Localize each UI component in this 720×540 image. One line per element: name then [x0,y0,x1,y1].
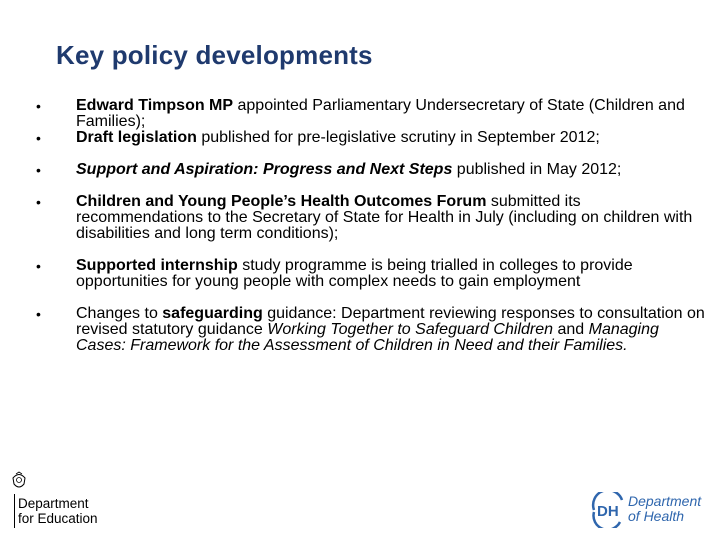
bullet-item [36,162,708,178]
department-for-education-logo [10,470,120,530]
doh-line-2: of Health [628,508,685,524]
bullet-text-segment: published in May 2012; [452,161,622,178]
bullet-item [36,130,708,146]
bullet-item [36,98,708,130]
slide-title: Key policy developments [56,40,373,70]
bullet-marker: • [36,306,41,322]
bullet-item [36,258,708,290]
doh-logo-text [628,494,701,524]
bullet-text-segment: appointed Parliamentary Undersecretary of State (Children and Families); [76,97,685,130]
department-of-health-logo [588,492,710,530]
bullet-text-segment: safeguarding [162,305,263,322]
dfe-line-2: for Education [18,511,98,526]
bullet-text-segment: submitted its recommendations to the Secretary of State for Health in July (including on children with disabilities and long term conditions); [76,193,693,242]
royal-crest-icon [10,470,28,492]
bullet-text-segment: Children and Young People’s Health Outcomes Forum [76,193,487,210]
bullet-marker: • [36,98,41,114]
bullet-text-segment: published for pre-legislative scrutiny in September 2012; [196,129,600,146]
bullet-marker: • [36,130,41,146]
doh-line-1: Department [628,493,702,509]
bullet-text-segment: study programme is being trialled in colleges to provide opportunities for young people with complex needs to gain employment [76,257,633,290]
dfe-logo-text [18,496,98,526]
bullet-marker: • [36,162,41,178]
bullet-text-segment: guidance: Department reviewing responses to consultation on revised statutory guidance [76,305,705,338]
dh-mark-icon [588,492,628,528]
bullet-text-segment: Changes to [76,305,163,322]
bullet-text-segment: Support and Aspiration: Progress and Next Steps [76,161,453,178]
bullet-text-segment: Edward Timpson MP [76,97,234,114]
bullet-item [36,194,708,242]
bullet-text-segment: Draft legislation [76,129,197,146]
bullet-marker: • [36,258,41,274]
bullet-text-segment: and [553,321,589,338]
bullet-text-segment: Working Together to Safeguard Children [267,321,554,338]
logo-divider [14,494,15,528]
bullet-text-segment: Managing Cases: Framework for the Assessment of Children in Need and their Families. [76,321,659,354]
bullet-marker: • [36,194,41,210]
bullet-text-segment: Supported internship [76,257,238,274]
dfe-line-1: Department [18,496,89,511]
dh-mark-text: DH [597,503,619,520]
bullet-item [36,306,708,354]
